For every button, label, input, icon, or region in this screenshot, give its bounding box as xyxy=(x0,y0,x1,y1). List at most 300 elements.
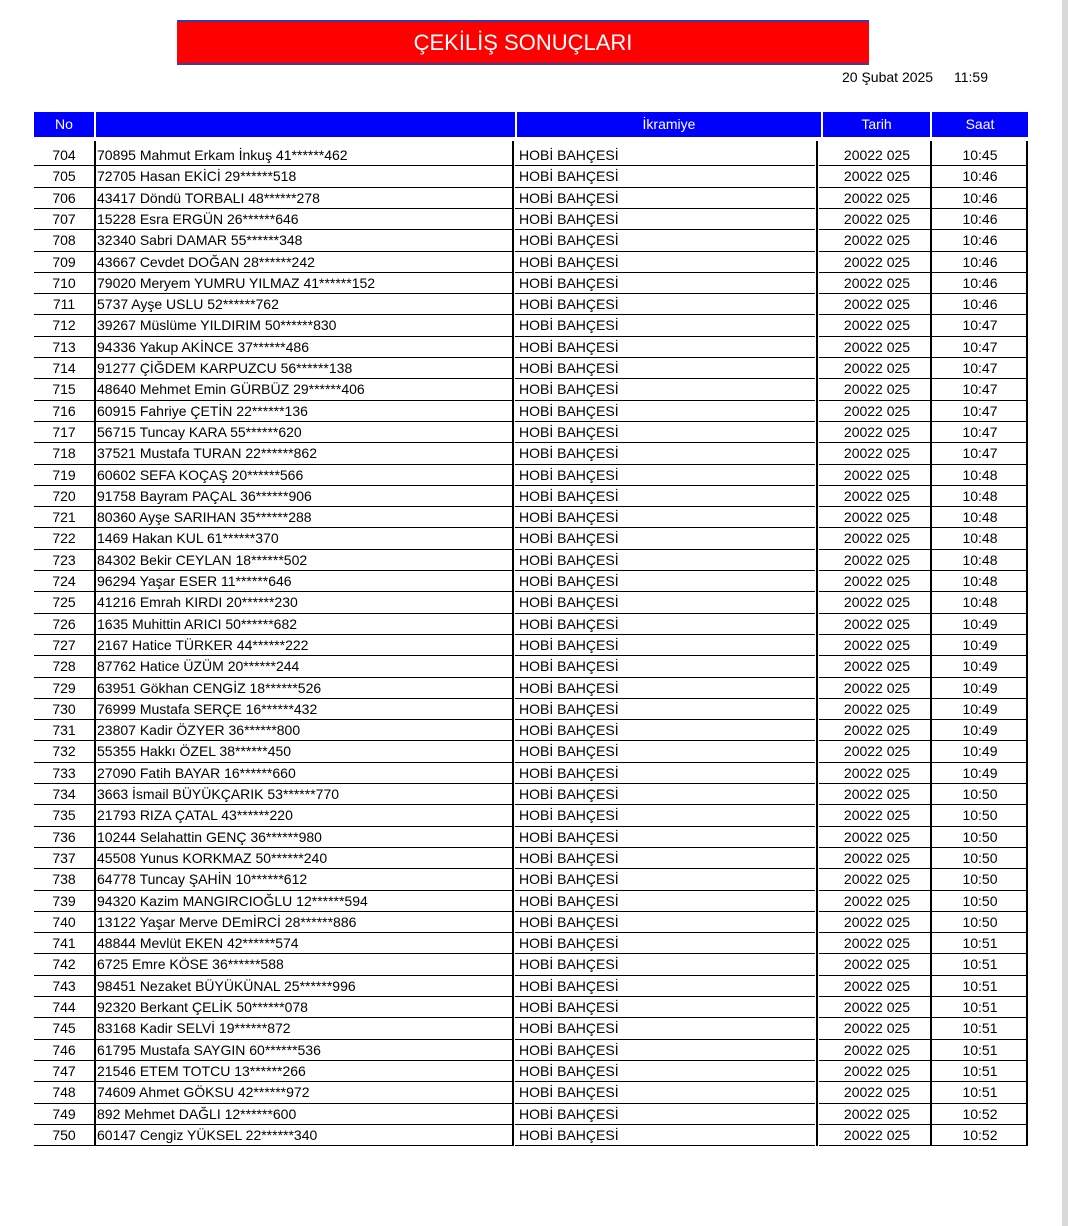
column-divider xyxy=(94,141,96,1146)
prize-name: HOBİ BAHÇESİ xyxy=(519,871,619,888)
table-row xyxy=(0,1018,1062,1039)
row-number: 729 xyxy=(52,679,76,696)
winner-name: 91277 ÇİĞDEM KARPUZCU 56******138 xyxy=(97,360,353,376)
row-number: 732 xyxy=(52,743,76,760)
row-number: 741 xyxy=(52,935,76,952)
row-rule xyxy=(34,1145,94,1146)
prize-name: HOBİ BAHÇESİ xyxy=(519,1126,619,1143)
draw-time: 10:51 xyxy=(962,1020,998,1037)
table-header xyxy=(34,112,1028,137)
draw-date: 20022 025 xyxy=(843,807,911,824)
draw-time: 10:50 xyxy=(962,828,998,845)
prize-name: HOBİ BAHÇESİ xyxy=(519,935,619,952)
draw-date: 20022 025 xyxy=(843,743,911,760)
column-header-prize: İkramiye xyxy=(642,116,696,132)
draw-date: 20022 025 xyxy=(843,999,911,1015)
winner-name: 56715 Tuncay KARA 55******620 xyxy=(97,423,302,440)
winner-name: 23807 Kadir ÖZYER 36******800 xyxy=(97,722,301,739)
draw-time: 10:52 xyxy=(962,1105,998,1122)
draw-time: 10:45 xyxy=(962,147,998,163)
row-number: 710 xyxy=(52,274,76,291)
winner-name: 84302 Bekir CEYLAN 18******502 xyxy=(97,551,308,568)
prize-name: HOBİ BAHÇESİ xyxy=(519,743,619,760)
column-divider xyxy=(816,141,818,1146)
draw-time: 10:51 xyxy=(962,999,998,1015)
draw-date: 20022 025 xyxy=(843,402,911,419)
prize-name: HOBİ BAHÇESİ xyxy=(519,381,619,398)
prize-name: HOBİ BAHÇESİ xyxy=(519,147,619,163)
draw-date: 20022 025 xyxy=(843,487,911,504)
draw-date: 20022 025 xyxy=(843,1062,911,1079)
prize-name: HOBİ BAHÇESİ xyxy=(519,764,619,781)
draw-time: 10:49 xyxy=(962,743,998,760)
row-number: 721 xyxy=(52,509,76,526)
winner-name: 70895 Mahmut Erkam İnkuş 41******462 xyxy=(97,147,348,163)
draw-time: 10:47 xyxy=(962,360,998,376)
table-row xyxy=(0,1104,1062,1125)
draw-date: 20022 025 xyxy=(843,1126,911,1143)
winner-name: 61795 Mustafa SAYGIN 60******536 xyxy=(97,1041,321,1058)
table-row xyxy=(0,848,1062,869)
draw-date: 20022 025 xyxy=(843,381,911,398)
row-number: 719 xyxy=(52,466,76,483)
winner-name: 892 Mehmet DAĞLI 12******600 xyxy=(97,1105,297,1122)
prize-name: HOBİ BAHÇESİ xyxy=(519,1084,619,1101)
draw-time: 10:46 xyxy=(962,274,998,291)
prize-name: HOBİ BAHÇESİ xyxy=(519,977,619,994)
winner-name: 15228 Esra ERGÜN 26******646 xyxy=(97,210,299,227)
draw-date: 20022 025 xyxy=(843,253,911,270)
draw-time: 10:49 xyxy=(962,615,998,632)
draw-date: 20022 025 xyxy=(843,679,911,696)
table-row xyxy=(0,933,1062,954)
prize-name: HOBİ BAHÇESİ xyxy=(519,1105,619,1122)
winner-name: 79020 Meryem YUMRU YILMAZ 41******152 xyxy=(97,274,376,291)
prize-name: HOBİ BAHÇESİ xyxy=(519,296,619,313)
winner-name: 6725 Emre KÖSE 36******588 xyxy=(97,956,284,973)
prize-name: HOBİ BAHÇESİ xyxy=(519,1062,619,1079)
draw-date: 20022 025 xyxy=(843,1084,911,1101)
winner-name: 39267 Müslüme YILDIRIM 50******830 xyxy=(97,317,337,334)
table-row xyxy=(0,315,1062,336)
draw-date: 20022 025 xyxy=(843,828,911,845)
draw-time: 10:48 xyxy=(962,509,998,526)
winner-name: 1635 Muhittin ARICI 50******682 xyxy=(97,615,298,632)
draw-date: 20022 025 xyxy=(843,1020,911,1037)
winner-name: 55355 Hakkı ÖZEL 38******450 xyxy=(97,743,292,760)
table-row xyxy=(0,358,1062,379)
row-number: 722 xyxy=(52,530,76,547)
table-row xyxy=(0,1082,1062,1103)
draw-date: 20022 025 xyxy=(843,423,911,440)
draw-date: 20022 025 xyxy=(843,615,911,632)
winner-name: 21546 ETEM TOTCU 13******266 xyxy=(97,1062,306,1079)
row-number: 709 xyxy=(52,253,76,270)
draw-time: 10:49 xyxy=(962,636,998,653)
winner-name: 87762 Hatice ÜZÜM 20******244 xyxy=(97,658,300,675)
row-rule xyxy=(96,1145,512,1146)
draw-time: 10:47 xyxy=(962,402,998,419)
row-number: 735 xyxy=(52,807,76,824)
winner-name: 83168 Kadir SELVİ 19******872 xyxy=(97,1020,291,1037)
row-number: 730 xyxy=(52,700,76,717)
draw-date: 20022 025 xyxy=(843,892,911,909)
winner-name: 96294 Yaşar ESER 11******646 xyxy=(97,573,292,589)
table-row xyxy=(0,869,1062,890)
draw-date: 20022 025 xyxy=(843,210,911,227)
draw-time: 10:48 xyxy=(962,530,998,547)
row-number: 714 xyxy=(52,360,76,376)
row-number: 726 xyxy=(52,615,76,632)
draw-date: 20022 025 xyxy=(843,1105,911,1122)
row-number: 708 xyxy=(52,232,76,249)
draw-date: 20022 025 xyxy=(843,274,911,291)
winner-name: 37521 Mustafa TURAN 22******862 xyxy=(97,445,317,462)
prize-name: HOBİ BAHÇESİ xyxy=(519,487,619,504)
row-number: 717 xyxy=(52,423,76,440)
draw-time: 10:48 xyxy=(962,594,998,611)
table-row xyxy=(0,379,1062,400)
row-number: 747 xyxy=(52,1062,76,1079)
prize-name: HOBİ BAHÇESİ xyxy=(519,956,619,973)
table-row xyxy=(0,528,1062,549)
draw-time: 10:51 xyxy=(962,1084,998,1101)
winner-name: 48640 Mehmet Emin GÜRBÜZ 29******406 xyxy=(97,381,365,398)
prize-name: HOBİ BAHÇESİ xyxy=(519,636,619,653)
draw-date: 20022 025 xyxy=(843,551,911,568)
prize-name: HOBİ BAHÇESİ xyxy=(519,573,619,589)
draw-time: 10:48 xyxy=(962,551,998,568)
table-row xyxy=(0,891,1062,912)
winner-name: 27090 Fatih BAYAR 16******660 xyxy=(97,764,296,781)
table-row xyxy=(0,699,1062,720)
draw-time: 10:47 xyxy=(962,423,998,440)
row-number: 715 xyxy=(52,381,76,398)
draw-time: 10:48 xyxy=(962,573,998,589)
winner-name: 60602 SEFA KOÇAŞ 20******566 xyxy=(97,466,304,483)
prize-name: HOBİ BAHÇESİ xyxy=(519,999,619,1015)
draw-date: 20022 025 xyxy=(843,956,911,973)
column-header-no: No xyxy=(55,116,73,132)
draw-date: 20022 025 xyxy=(843,445,911,462)
winner-name: 3663 İsmail BÜYÜKÇARIK 53******770 xyxy=(97,786,340,802)
draw-date: 20022 025 xyxy=(843,871,911,888)
draw-time: 10:49 xyxy=(962,764,998,781)
row-number: 731 xyxy=(52,722,76,739)
draw-time: 10:51 xyxy=(962,935,998,952)
row-number: 723 xyxy=(52,551,76,568)
draw-date: 20022 025 xyxy=(843,296,911,313)
table-row xyxy=(0,997,1062,1018)
row-number: 743 xyxy=(52,977,76,994)
row-number: 744 xyxy=(52,999,76,1015)
winner-name: 21793 RIZA ÇATAL 43******220 xyxy=(97,807,293,824)
draw-time: 10:46 xyxy=(962,296,998,313)
prize-name: HOBİ BAHÇESİ xyxy=(519,402,619,419)
draw-time: 10:49 xyxy=(962,679,998,696)
prize-name: HOBİ BAHÇESİ xyxy=(519,338,619,355)
row-number: 707 xyxy=(52,210,76,227)
winner-name: 5737 Ayşe USLU 52******762 xyxy=(97,296,279,313)
table-row xyxy=(0,337,1062,358)
row-number: 736 xyxy=(52,828,76,845)
table-row xyxy=(0,422,1062,443)
row-number: 712 xyxy=(52,317,76,334)
winner-name: 48844 Mevlüt EKEN 42******574 xyxy=(97,935,299,952)
table-row xyxy=(0,230,1062,251)
row-number: 727 xyxy=(52,636,76,653)
draw-time: 10:47 xyxy=(962,338,998,355)
prize-name: HOBİ BAHÇESİ xyxy=(519,274,619,291)
draw-date: 20022 025 xyxy=(843,594,911,611)
table-row xyxy=(0,166,1062,187)
row-number: 718 xyxy=(52,445,76,462)
draw-date: 20022 025 xyxy=(843,509,911,526)
row-number: 745 xyxy=(52,1020,76,1037)
draw-date: 20022 025 xyxy=(843,722,911,739)
draw-date: 20022 025 xyxy=(843,764,911,781)
winner-name: 98451 Nezaket BÜYÜKÜNAL 25******996 xyxy=(97,977,356,994)
draw-time: 10:47 xyxy=(962,445,998,462)
row-number: 724 xyxy=(52,573,76,589)
table-row xyxy=(0,188,1062,209)
row-number: 728 xyxy=(52,658,76,675)
draw-time: 10:49 xyxy=(962,722,998,739)
row-number: 716 xyxy=(52,402,76,419)
table-row xyxy=(0,465,1062,486)
winner-name: 10244 Selahattin GENÇ 36******980 xyxy=(97,828,322,845)
winner-name: 94336 Yakup AKİNCE 37******486 xyxy=(97,338,309,355)
draw-time: 10:46 xyxy=(962,232,998,249)
winner-name: 91758 Bayram PAÇAL 36******906 xyxy=(97,487,312,504)
draw-date: 20022 025 xyxy=(843,849,911,866)
draw-time: 10:46 xyxy=(962,210,998,227)
prize-name: HOBİ BAHÇESİ xyxy=(519,1020,619,1037)
prize-name: HOBİ BAHÇESİ xyxy=(519,828,619,845)
prize-name: HOBİ BAHÇESİ xyxy=(519,423,619,440)
row-number: 738 xyxy=(52,871,76,888)
draw-time: 10:51 xyxy=(962,977,998,994)
prize-name: HOBİ BAHÇESİ xyxy=(519,892,619,909)
print-time: 11:59 xyxy=(954,69,988,85)
column-header-name xyxy=(96,112,514,137)
row-number: 706 xyxy=(52,189,76,206)
draw-time: 10:51 xyxy=(962,956,998,973)
table-row xyxy=(0,614,1062,635)
column-header-date: Tarih xyxy=(861,116,892,132)
table-row xyxy=(0,741,1062,762)
row-number: 748 xyxy=(52,1084,76,1101)
row-number: 711 xyxy=(52,296,76,313)
table-row xyxy=(0,145,1062,166)
column-divider xyxy=(1026,141,1028,1146)
table-row xyxy=(0,912,1062,933)
draw-date: 20022 025 xyxy=(843,935,911,952)
table-row xyxy=(0,273,1062,294)
row-number: 725 xyxy=(52,594,76,611)
winner-name: 76999 Mustafa SERÇE 16******432 xyxy=(97,700,318,717)
row-number: 704 xyxy=(52,147,76,163)
draw-date: 20022 025 xyxy=(843,658,911,675)
prize-name: HOBİ BAHÇESİ xyxy=(519,700,619,717)
prize-name: HOBİ BAHÇESİ xyxy=(519,551,619,568)
prize-name: HOBİ BAHÇESİ xyxy=(519,849,619,866)
winner-name: 64778 Tuncay ŞAHİN 10******612 xyxy=(97,871,308,888)
draw-date: 20022 025 xyxy=(843,1041,911,1058)
row-rule xyxy=(932,1145,1028,1146)
table-row xyxy=(0,976,1062,997)
prize-name: HOBİ BAHÇESİ xyxy=(519,445,619,462)
table-row xyxy=(0,805,1062,826)
row-number: 740 xyxy=(52,913,76,930)
winner-name: 80360 Ayşe SARIHAN 35******288 xyxy=(97,509,312,526)
table-row xyxy=(0,252,1062,273)
prize-name: HOBİ BAHÇESİ xyxy=(519,594,619,611)
column-divider xyxy=(512,141,514,1146)
winner-name: 60147 Cengiz YÜKSEL 22******340 xyxy=(97,1126,318,1143)
row-number: 739 xyxy=(52,892,76,909)
draw-date: 20022 025 xyxy=(843,466,911,483)
table-row xyxy=(0,401,1062,422)
table-row xyxy=(0,656,1062,677)
prize-name: HOBİ BAHÇESİ xyxy=(519,658,619,675)
table-row xyxy=(0,720,1062,741)
draw-time: 10:48 xyxy=(962,466,998,483)
prize-name: HOBİ BAHÇESİ xyxy=(519,466,619,483)
table-row xyxy=(0,507,1062,528)
row-number: 720 xyxy=(52,487,76,504)
row-number: 705 xyxy=(52,168,76,185)
row-number: 746 xyxy=(52,1041,76,1058)
row-number: 733 xyxy=(52,764,76,781)
draw-date: 20022 025 xyxy=(843,317,911,334)
table-row xyxy=(0,763,1062,784)
table-row xyxy=(0,1061,1062,1082)
draw-time: 10:50 xyxy=(962,807,998,824)
draw-date: 20022 025 xyxy=(843,786,911,802)
table-row xyxy=(0,1040,1062,1061)
draw-time: 10:47 xyxy=(962,381,998,398)
draw-time: 10:46 xyxy=(962,253,998,270)
winner-name: 1469 Hakan KUL 61******370 xyxy=(97,530,279,547)
prize-name: HOBİ BAHÇESİ xyxy=(519,317,619,334)
prize-name: HOBİ BAHÇESİ xyxy=(519,1041,619,1058)
table-row xyxy=(0,443,1062,464)
prize-name: HOBİ BAHÇESİ xyxy=(519,530,619,547)
column-header-time: Saat xyxy=(965,116,995,132)
prize-name: HOBİ BAHÇESİ xyxy=(519,253,619,270)
table-row xyxy=(0,550,1062,571)
table-row xyxy=(0,571,1062,592)
winner-name: 32340 Sabri DAMAR 55******348 xyxy=(97,232,303,249)
table-row xyxy=(0,1125,1062,1146)
winner-name: 43667 Cevdet DOĞAN 28******242 xyxy=(97,253,315,270)
prize-name: HOBİ BAHÇESİ xyxy=(519,807,619,824)
table-row xyxy=(0,827,1062,848)
row-number: 734 xyxy=(52,786,76,802)
row-number: 750 xyxy=(52,1126,76,1143)
prize-name: HOBİ BAHÇESİ xyxy=(519,189,619,206)
draw-date: 20022 025 xyxy=(843,338,911,355)
prize-name: HOBİ BAHÇESİ xyxy=(519,722,619,739)
draw-time: 10:46 xyxy=(962,168,998,185)
winner-name: 72705 Hasan EKİCİ 29******518 xyxy=(97,168,297,185)
prize-name: HOBİ BAHÇESİ xyxy=(519,210,619,227)
table-row xyxy=(0,592,1062,613)
prize-name: HOBİ BAHÇESİ xyxy=(519,615,619,632)
draw-date: 20022 025 xyxy=(843,530,911,547)
draw-date: 20022 025 xyxy=(843,168,911,185)
draw-time: 10:50 xyxy=(962,892,998,909)
draw-time: 10:49 xyxy=(962,658,998,675)
winner-name: 60915 Fahriye ÇETİN 22******136 xyxy=(97,402,308,419)
draw-date: 20022 025 xyxy=(843,232,911,249)
prize-name: HOBİ BAHÇESİ xyxy=(519,509,619,526)
table-row xyxy=(0,486,1062,507)
draw-date: 20022 025 xyxy=(843,977,911,994)
prize-name: HOBİ BAHÇESİ xyxy=(519,232,619,249)
table-row xyxy=(0,294,1062,315)
winner-name: 94320 Kazim MANGIRCIOĞLU 12******594 xyxy=(97,892,368,909)
row-number: 713 xyxy=(52,338,76,355)
draw-date: 20022 025 xyxy=(843,573,911,589)
draw-date: 20022 025 xyxy=(843,913,911,930)
prize-name: HOBİ BAHÇESİ xyxy=(519,913,619,930)
winner-name: 13122 Yaşar Merve DEmİRCİ 28******886 xyxy=(97,913,357,930)
prize-name: HOBİ BAHÇESİ xyxy=(519,786,619,802)
draw-date: 20022 025 xyxy=(843,147,911,163)
draw-time: 10:50 xyxy=(962,849,998,866)
draw-time: 10:51 xyxy=(962,1062,998,1079)
row-number: 737 xyxy=(52,849,76,866)
draw-time: 10:47 xyxy=(962,317,998,334)
draw-time: 10:50 xyxy=(962,786,998,802)
row-rule xyxy=(515,1145,815,1146)
winner-name: 41216 Emrah KIRDI 20******230 xyxy=(97,594,298,611)
winner-name: 2167 Hatice TÜRKER 44******222 xyxy=(97,636,309,653)
winner-name: 92320 Berkant ÇELİK 50******078 xyxy=(97,999,308,1015)
draw-date: 20022 025 xyxy=(843,360,911,376)
winner-name: 43417 Döndü TORBALI 48******278 xyxy=(97,189,320,206)
draw-date: 20022 025 xyxy=(843,189,911,206)
column-divider xyxy=(930,141,932,1146)
prize-name: HOBİ BAHÇESİ xyxy=(519,168,619,185)
draw-date: 20022 025 xyxy=(843,700,911,717)
table-row xyxy=(0,209,1062,230)
draw-time: 10:50 xyxy=(962,871,998,888)
row-rule xyxy=(819,1145,932,1146)
page-title: ÇEKİLİŞ SONUÇLARI xyxy=(177,20,869,65)
winner-name: 45508 Yunus KORKMAZ 50******240 xyxy=(97,849,328,866)
table-row xyxy=(0,635,1062,656)
print-date: 20 Şubat 2025 xyxy=(842,69,934,85)
draw-time: 10:49 xyxy=(962,700,998,717)
winner-name: 74609 Ahmet GÖKSU 42******972 xyxy=(97,1084,310,1101)
prize-name: HOBİ BAHÇESİ xyxy=(519,679,619,696)
winner-name: 63951 Gökhan CENGİZ 18******526 xyxy=(97,679,322,696)
draw-time: 10:52 xyxy=(962,1126,998,1143)
table-row xyxy=(0,678,1062,699)
table-row xyxy=(0,784,1062,805)
draw-time: 10:48 xyxy=(962,487,998,504)
draw-time: 10:50 xyxy=(962,913,998,930)
prize-name: HOBİ BAHÇESİ xyxy=(519,360,619,376)
row-number: 749 xyxy=(52,1105,76,1122)
draw-time: 10:51 xyxy=(962,1041,998,1058)
draw-date: 20022 025 xyxy=(843,636,911,653)
table-row xyxy=(0,954,1062,975)
draw-time: 10:46 xyxy=(962,189,998,206)
